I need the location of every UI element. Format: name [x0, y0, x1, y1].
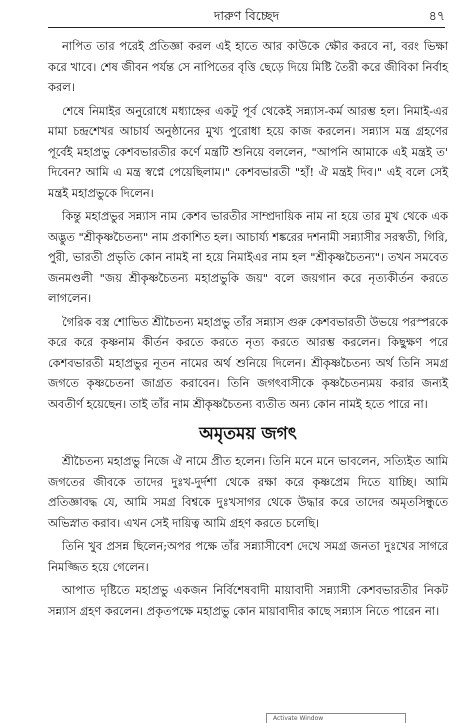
footer-fragment: Activate Window [266, 713, 406, 723]
page-header [48, 8, 445, 26]
paragraph: নাপিত তার পরেই প্রতিজ্ঞা করল এই হাতে আর কাউকে ক্ষৌর করবে না, বরং ভিক্ষা করে খাবে। শেষ জীবন পর্যন্ত সে নাপিতের বৃত্তি ছেড়ে দিয়ে মিষ্টি তৈরী করে জীবিকা নির্বাহ করল। [48, 39, 448, 94]
body-text [48, 36, 448, 624]
running-title: দারুণ বিচ্ছেদ [213, 8, 280, 23]
paragraph: আপাত দৃষ্টিতে মহাপ্রভু একজন নির্বিশেষবাদী মায়াবাদী সন্ন্যাসী কেশবভারতীর নিকট সন্ন্যাস গ্রহণ করলেন। প্রকৃতপক্ষে মহাপ্রভু কোন মায়াবাদীর কাছে সন্ন্যাস নিতে পারেন না। [48, 583, 448, 618]
header-rule [48, 27, 445, 28]
page-number: ৪৭ [428, 8, 445, 23]
section-heading: অমৃতময় জগৎ [199, 424, 297, 444]
paragraph: গৈরিক বস্ত্র শোভিত শ্রীচৈতন্য মহাপ্রভু তাঁর সন্ন্যাস গুরু কেশবভারতী উভয়ে পরস্পরকে করে করে কৃষ্ণনাম কীর্তন করতে করতে নৃত্য করতে আরম্ভ করলেন। কিছুক্ষণ পরে কেশবভারতী মহাপ্রভুর নূতন নামের অর্থ শুনিয়ে দিলেন। শ্রীকৃষ্ণচৈতন্য অর্থ তিনি সমগ্র জগতে কৃষ্ণচেতনা জাগ্রত করাবেন। তিনি জগৎবাসীকে কৃষ্ণচৈতন্যময় করার জন্যই অবতীর্ণ হয়েছেন। তাই তাঁর নাম শ্রীকৃষ্ণচৈতন্য ব্যতীত অন্য কোন নামই হতে পারে না। [48, 314, 448, 411]
paragraph: শ্রীচৈতন্য মহাপ্রভু নিজে ঐ নামে প্রীত হলেন। তিনি মনে মনে ভাবলেন, সত্যিইত আমি জগতের জীবকে তাদের দুঃখ-দুর্দশা থেকে রক্ষা করে কৃষ্ণপ্রেম দিতে যাচ্ছি। আমি প্রতিজ্ঞাবদ্ধ যে, আমি সমগ্র বিশ্বকে দুঃখসাগর থেকে উদ্ধার করে তাদের অমৃতসিন্ধুতে অভিস্নাত করাব। এখন সেই দায়িত্ব আমি গ্রহণ করতে চলেছি। [48, 454, 448, 530]
paragraph: শেষে নিমাইর অনুরোধে মধ্যাহ্নের একটু পূর্ব থেকেই সন্ন্যাস-কর্ম আরম্ভ হল। নিমাই-এর মামা চন্দ্রশেখর আচার্য অনুষ্ঠানের মুখ্য পুরোধা হয়ে কাজ করলেন। সন্ন্যাস মন্ত্র গ্রহণের পূর্বেই মহাপ্রভু কেশবভারতীর কর্ণে মন্ত্রটি শুনিয়ে বললেন, "আপনি আমাকে এই মন্ত্রই ত' দিবেন? আমি এ মন্ত্র স্বপ্নে পেয়েছিলাম।" কেশবভারতী "হাঁ! ঐ মন্ত্রই দিব।" এই বলে সেই মন্ত্রই মহাপ্রভুকে দিলেন। [48, 103, 449, 200]
paragraph: তিনি খুব প্রসন্ন ছিলেন;অপর পক্ষে তাঁর সন্ন্যাসীবেশ দেখে সমগ্র জনতা দুঃখের সাগরে নিমজ্জিত হয়ে গেলেন। [48, 539, 448, 574]
paragraph: কিন্তু মহাপ্রভুর সন্ন্যাস নাম কেশব ভারতীর সাম্প্রদায়িক নাম না হয়ে তার মুখ থেকে এক অদ্ভুত "শ্রীকৃষ্ণচৈতন্য" নাম প্রকাশিত হল। আচার্য্য শঙ্করের দশনামী সন্ন্যাসীর সরস্বতী, গিরি, পুরী, ভারতী প্রভৃতি কোন নামই না হয়ে নিমাইএর নাম হল "শ্রীকৃষ্ণচৈতন্য"। তখন সমবেত জনমণ্ডলী "জয় শ্রীকৃষ্ণচৈতন্য মহাপ্রভুকি জয়" বলে জয়গান করে নৃত্যকীর্তন করতে লাগলেন। [48, 209, 448, 305]
